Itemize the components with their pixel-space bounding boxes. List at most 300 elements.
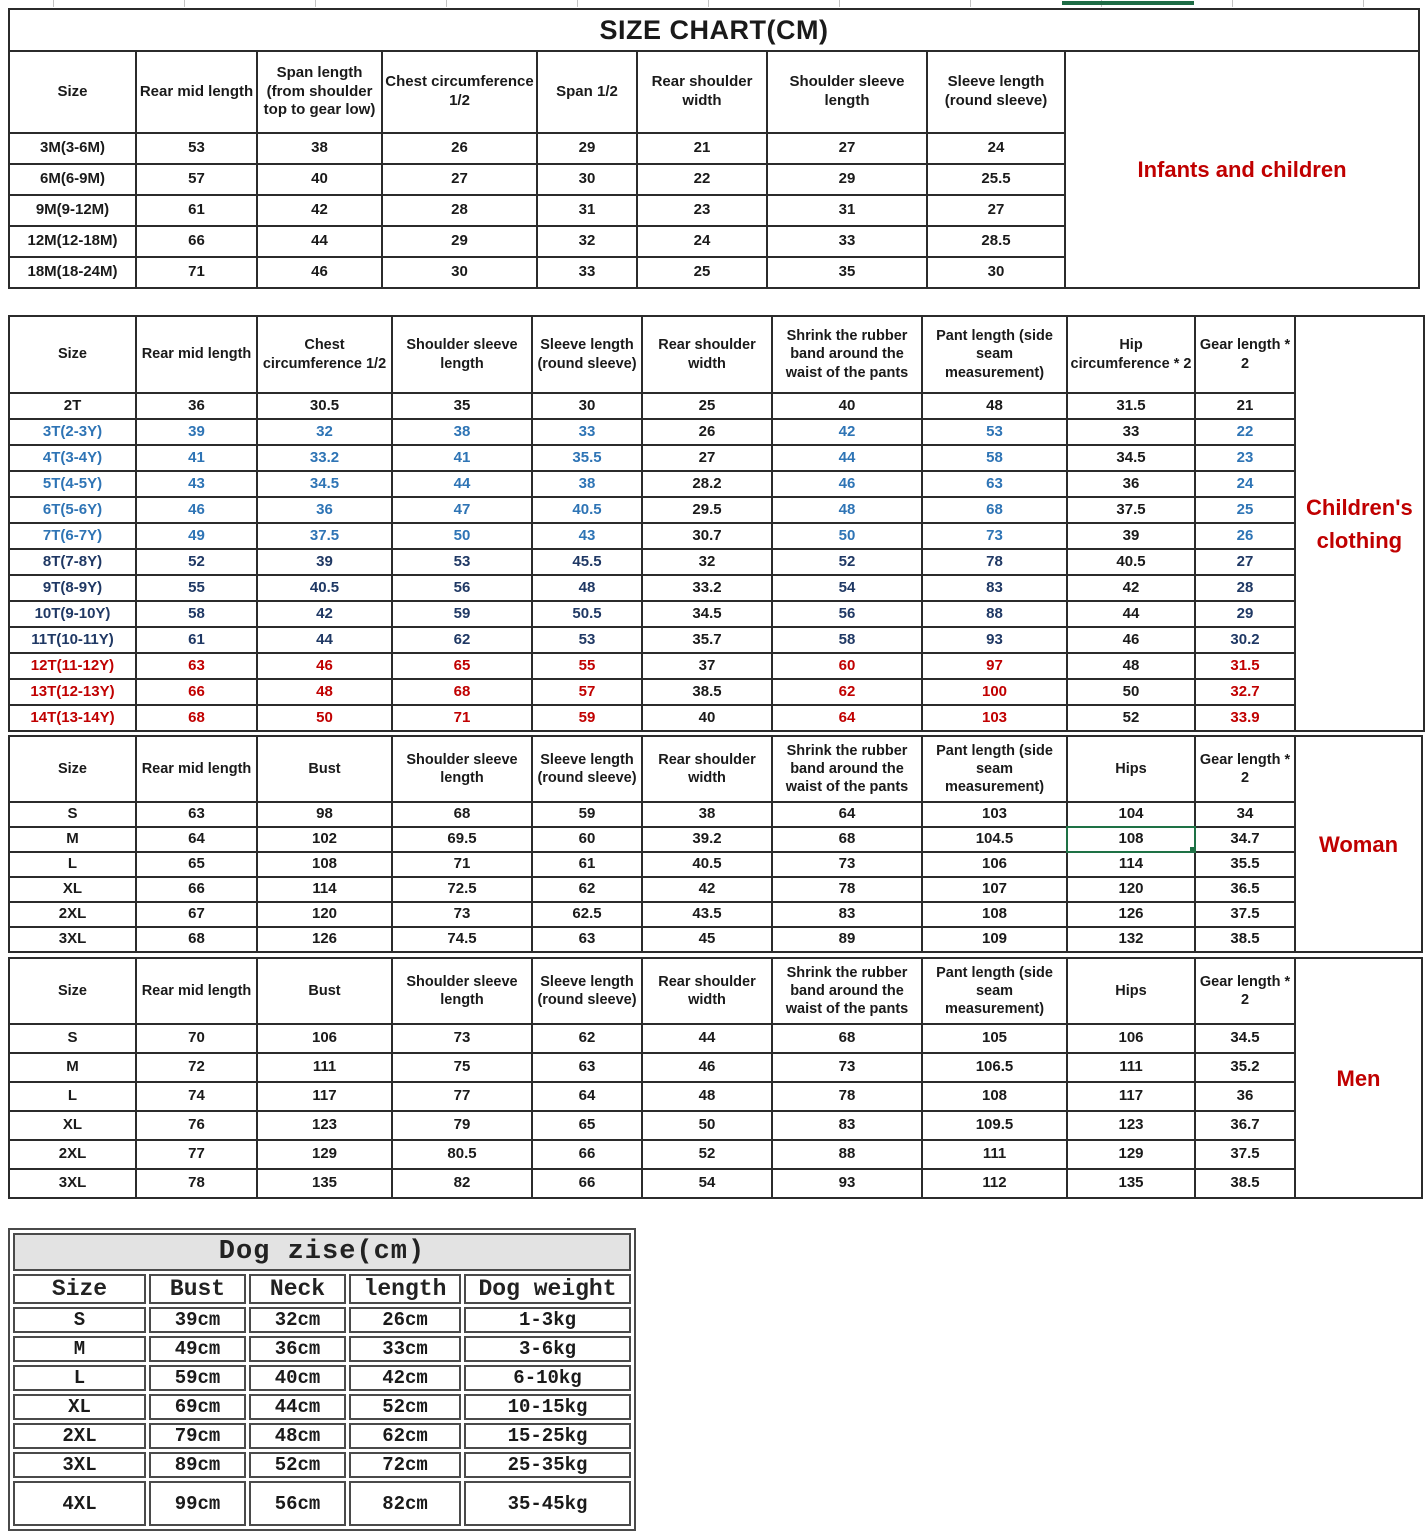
size-label-cell: 2XL xyxy=(9,902,136,927)
value-cell: 44 xyxy=(257,226,382,257)
value-cell: 15-25kg xyxy=(464,1423,631,1449)
value-cell: 33.2 xyxy=(642,575,772,601)
value-cell: 33.9 xyxy=(1195,705,1295,731)
value-cell: 29.5 xyxy=(642,497,772,523)
value-cell: 48 xyxy=(257,679,392,705)
value-cell: 88 xyxy=(772,1140,922,1169)
value-cell: 66 xyxy=(136,877,257,902)
value-cell: 48 xyxy=(642,1082,772,1111)
value-cell: 40 xyxy=(642,705,772,731)
value-cell: 35.5 xyxy=(532,445,642,471)
value-cell: 55 xyxy=(136,575,257,601)
value-cell: 22 xyxy=(637,164,767,195)
value-cell: 62.5 xyxy=(532,902,642,927)
table-row xyxy=(9,1024,1295,1053)
column-header: Span length (from shoulder top to gear low) xyxy=(257,51,382,133)
header-row xyxy=(13,1274,631,1304)
size-label-cell: M xyxy=(9,827,136,852)
value-cell: 3-6kg xyxy=(464,1336,631,1362)
size-label-cell: XL xyxy=(13,1394,146,1420)
value-cell: 77 xyxy=(136,1140,257,1169)
size-label-cell: M xyxy=(9,1053,136,1082)
value-cell: 100 xyxy=(922,679,1067,705)
value-cell: 126 xyxy=(257,927,392,952)
value-cell: 29 xyxy=(767,164,927,195)
value-cell: 49 xyxy=(136,523,257,549)
value-cell: 35 xyxy=(767,257,927,288)
table-row xyxy=(13,1423,631,1449)
value-cell: 59 xyxy=(532,802,642,827)
value-cell: 62 xyxy=(392,627,532,653)
column-header: Bust xyxy=(257,958,392,1024)
value-cell: 109.5 xyxy=(922,1111,1067,1140)
value-cell: 46 xyxy=(257,653,392,679)
column-header: Rear mid length xyxy=(136,958,257,1024)
value-cell: 27 xyxy=(927,195,1065,226)
size-label-cell: 11T(10-11Y) xyxy=(9,627,136,653)
value-cell: 64 xyxy=(772,802,922,827)
value-cell: 117 xyxy=(257,1082,392,1111)
value-cell: 40.5 xyxy=(642,852,772,877)
table-row xyxy=(9,1053,1295,1082)
size-label-cell: 2XL xyxy=(9,1140,136,1169)
table-row xyxy=(13,1394,631,1420)
value-cell: 34.5 xyxy=(642,601,772,627)
value-cell: 58 xyxy=(772,627,922,653)
value-cell: 66 xyxy=(532,1169,642,1198)
size-label-cell: 7T(6-7Y) xyxy=(9,523,136,549)
value-cell: 57 xyxy=(532,679,642,705)
value-cell: 132 xyxy=(1067,927,1195,952)
table-row xyxy=(9,1169,1295,1198)
value-cell: 73 xyxy=(772,1053,922,1082)
column-header: Bust xyxy=(257,736,392,802)
value-cell: 108 xyxy=(922,1082,1067,1111)
value-cell: 25 xyxy=(637,257,767,288)
value-cell: 31.5 xyxy=(1067,393,1195,419)
value-cell: 24 xyxy=(1195,471,1295,497)
value-cell: 30 xyxy=(532,393,642,419)
value-cell: 59cm xyxy=(149,1365,246,1391)
value-cell: 23 xyxy=(1195,445,1295,471)
infants-size-table xyxy=(8,50,1066,289)
size-label-cell: 2T xyxy=(9,393,136,419)
value-cell: 35 xyxy=(392,393,532,419)
table-row xyxy=(9,226,1065,257)
table-row xyxy=(9,827,1295,852)
value-cell: 103 xyxy=(922,802,1067,827)
table-row xyxy=(9,575,1295,601)
children-size-table-section xyxy=(8,315,1423,732)
value-cell: 63 xyxy=(532,927,642,952)
column-header: Shrink the rubber band around the waist of the pants xyxy=(772,316,922,393)
value-cell: 69cm xyxy=(149,1394,246,1420)
column-header: Pant length (side seam measurement) xyxy=(922,958,1067,1024)
column-header: Size xyxy=(9,316,136,393)
value-cell: 61 xyxy=(136,195,257,226)
value-cell: 74 xyxy=(136,1082,257,1111)
value-cell: 53 xyxy=(136,133,257,164)
value-cell: 28.2 xyxy=(642,471,772,497)
value-cell: 27 xyxy=(767,133,927,164)
value-cell: 57 xyxy=(136,164,257,195)
table-row xyxy=(9,877,1295,902)
value-cell: 28.5 xyxy=(927,226,1065,257)
size-label-cell: 3T(2-3Y) xyxy=(9,419,136,445)
table-row xyxy=(9,1140,1295,1169)
value-cell: 38 xyxy=(392,419,532,445)
table-row xyxy=(13,1481,631,1526)
value-cell: 58 xyxy=(136,601,257,627)
size-label-cell: L xyxy=(13,1365,146,1391)
value-cell: 106 xyxy=(257,1024,392,1053)
value-cell: 39cm xyxy=(149,1307,246,1333)
value-cell: 48 xyxy=(1067,653,1195,679)
column-header: Rear mid length xyxy=(136,51,257,133)
value-cell: 38 xyxy=(257,133,382,164)
column-header: Sleeve length (round sleeve) xyxy=(532,316,642,393)
value-cell: 73 xyxy=(922,523,1067,549)
value-cell: 37.5 xyxy=(1195,1140,1295,1169)
value-cell: 108 xyxy=(922,902,1067,927)
value-cell: 49cm xyxy=(149,1336,246,1362)
size-label-cell: 4T(3-4Y) xyxy=(9,445,136,471)
value-cell: 36 xyxy=(1195,1082,1295,1111)
value-cell: 39 xyxy=(1067,523,1195,549)
column-header: Span 1/2 xyxy=(537,51,637,133)
value-cell: 52cm xyxy=(349,1394,461,1420)
table-row xyxy=(9,679,1295,705)
value-cell: 35.2 xyxy=(1195,1053,1295,1082)
value-cell: 40.5 xyxy=(1067,549,1195,575)
selected-cell: 108 xyxy=(1067,827,1195,852)
value-cell: 65 xyxy=(392,653,532,679)
table-row xyxy=(9,471,1295,497)
value-cell: 106 xyxy=(1067,1024,1195,1053)
value-cell: 40.5 xyxy=(532,497,642,523)
value-cell: 25-35kg xyxy=(464,1452,631,1478)
value-cell: 53 xyxy=(922,419,1067,445)
value-cell: 93 xyxy=(772,1169,922,1198)
value-cell: 107 xyxy=(922,877,1067,902)
value-cell: 72 xyxy=(136,1053,257,1082)
size-label-cell: L xyxy=(9,852,136,877)
column-header: Neck xyxy=(249,1274,346,1304)
column-header: Shoulder sleeve length xyxy=(392,958,532,1024)
table-row xyxy=(9,601,1295,627)
value-cell: 54 xyxy=(642,1169,772,1198)
table-row xyxy=(9,653,1295,679)
value-cell: 76 xyxy=(136,1111,257,1140)
column-header: Hips xyxy=(1067,958,1195,1024)
value-cell: 62cm xyxy=(349,1423,461,1449)
value-cell: 25.5 xyxy=(927,164,1065,195)
value-cell: 33 xyxy=(532,419,642,445)
size-label-cell: 4XL xyxy=(13,1481,146,1526)
value-cell: 56cm xyxy=(249,1481,346,1526)
value-cell: 89 xyxy=(772,927,922,952)
value-cell: 50 xyxy=(1067,679,1195,705)
value-cell: 36.7 xyxy=(1195,1111,1295,1140)
value-cell: 25 xyxy=(642,393,772,419)
woman-size-table xyxy=(8,735,1296,953)
value-cell: 64 xyxy=(532,1082,642,1111)
value-cell: 73 xyxy=(392,1024,532,1053)
excel-selection-top-border xyxy=(1062,1,1194,5)
column-header: Bust xyxy=(149,1274,246,1304)
value-cell: 50 xyxy=(642,1111,772,1140)
value-cell: 24 xyxy=(927,133,1065,164)
value-cell: 30 xyxy=(927,257,1065,288)
value-cell: 42 xyxy=(257,601,392,627)
value-cell: 62 xyxy=(532,877,642,902)
value-cell: 60 xyxy=(772,653,922,679)
column-header: Shoulder sleeve length xyxy=(392,316,532,393)
value-cell: 135 xyxy=(257,1169,392,1198)
size-label-cell: 13T(12-13Y) xyxy=(9,679,136,705)
value-cell: 68 xyxy=(772,1024,922,1053)
value-cell: 52 xyxy=(642,1140,772,1169)
column-header: Rear shoulder width xyxy=(642,736,772,802)
value-cell: 25 xyxy=(1195,497,1295,523)
value-cell: 46 xyxy=(772,471,922,497)
value-cell: 40 xyxy=(257,164,382,195)
value-cell: 44 xyxy=(257,627,392,653)
column-header: Rear shoulder width xyxy=(637,51,767,133)
value-cell: 42cm xyxy=(349,1365,461,1391)
value-cell: 30.7 xyxy=(642,523,772,549)
value-cell: 29 xyxy=(537,133,637,164)
value-cell: 33 xyxy=(767,226,927,257)
value-cell: 82 xyxy=(392,1169,532,1198)
table-row xyxy=(9,164,1065,195)
value-cell: 33 xyxy=(1067,419,1195,445)
value-cell: 43 xyxy=(136,471,257,497)
value-cell: 111 xyxy=(1067,1053,1195,1082)
value-cell: 58 xyxy=(922,445,1067,471)
value-cell: 50 xyxy=(257,705,392,731)
value-cell: 44 xyxy=(392,471,532,497)
value-cell: 50 xyxy=(772,523,922,549)
table-row xyxy=(9,445,1295,471)
value-cell: 83 xyxy=(772,902,922,927)
value-cell: 68 xyxy=(392,802,532,827)
table-row xyxy=(9,393,1295,419)
size-label-cell: 12T(11-12Y) xyxy=(9,653,136,679)
value-cell: 26cm xyxy=(349,1307,461,1333)
column-header: Dog weight xyxy=(464,1274,631,1304)
size-label-cell: 3XL xyxy=(13,1452,146,1478)
value-cell: 29 xyxy=(1195,601,1295,627)
size-label-cell: L xyxy=(9,1082,136,1111)
value-cell: 93 xyxy=(922,627,1067,653)
value-cell: 34.5 xyxy=(257,471,392,497)
value-cell: 36 xyxy=(1067,471,1195,497)
value-cell: 98 xyxy=(257,802,392,827)
value-cell: 38 xyxy=(642,802,772,827)
value-cell: 61 xyxy=(136,627,257,653)
value-cell: 44cm xyxy=(249,1394,346,1420)
value-cell: 126 xyxy=(1067,902,1195,927)
value-cell: 97 xyxy=(922,653,1067,679)
value-cell: 80.5 xyxy=(392,1140,532,1169)
size-label-cell: 6M(6-9M) xyxy=(9,164,136,195)
value-cell: 114 xyxy=(1067,852,1195,877)
value-cell: 69.5 xyxy=(392,827,532,852)
value-cell: 38.5 xyxy=(642,679,772,705)
size-label-cell: S xyxy=(13,1307,146,1333)
infants-size-table-section xyxy=(8,8,1420,289)
value-cell: 34.5 xyxy=(1195,1024,1295,1053)
value-cell: 26 xyxy=(1195,523,1295,549)
value-cell: 66 xyxy=(532,1140,642,1169)
value-cell: 73 xyxy=(392,902,532,927)
side-label-infants: Infants and children xyxy=(1064,50,1420,289)
table-row xyxy=(13,1307,631,1333)
column-header: length xyxy=(349,1274,461,1304)
value-cell: 36 xyxy=(257,497,392,523)
size-label-cell: 3XL xyxy=(9,927,136,952)
column-header: Shrink the rubber band around the waist of the pants xyxy=(772,958,922,1024)
value-cell: 62 xyxy=(772,679,922,705)
value-cell: 37 xyxy=(642,653,772,679)
size-label-cell: S xyxy=(9,1024,136,1053)
table-row xyxy=(9,133,1065,164)
table-row xyxy=(9,195,1065,226)
size-label-cell: 14T(13-14Y) xyxy=(9,705,136,731)
dog-size-table-section xyxy=(8,1228,636,1531)
column-header: Shoulder sleeve length xyxy=(767,51,927,133)
value-cell: 41 xyxy=(392,445,532,471)
value-cell: 27 xyxy=(1195,549,1295,575)
value-cell: 71 xyxy=(136,257,257,288)
value-cell: 30 xyxy=(537,164,637,195)
children-size-table xyxy=(8,315,1296,732)
value-cell: 36 xyxy=(136,393,257,419)
column-header: Size xyxy=(9,51,136,133)
value-cell: 34.7 xyxy=(1195,827,1295,852)
size-label-cell: 9T(8-9Y) xyxy=(9,575,136,601)
value-cell: 31.5 xyxy=(1195,653,1295,679)
table-row xyxy=(13,1452,631,1478)
value-cell: 106.5 xyxy=(922,1053,1067,1082)
value-cell: 102 xyxy=(257,827,392,852)
value-cell: 64 xyxy=(136,827,257,852)
value-cell: 47 xyxy=(392,497,532,523)
value-cell: 48 xyxy=(532,575,642,601)
table-row xyxy=(9,802,1295,827)
column-header: Hip circumference * 2 xyxy=(1067,316,1195,393)
value-cell: 78 xyxy=(922,549,1067,575)
value-cell: 48cm xyxy=(249,1423,346,1449)
value-cell: 68 xyxy=(136,927,257,952)
dog-size-table xyxy=(8,1228,636,1531)
value-cell: 1-3kg xyxy=(464,1307,631,1333)
size-label-cell: 6T(5-6Y) xyxy=(9,497,136,523)
value-cell: 22 xyxy=(1195,419,1295,445)
value-cell: 54 xyxy=(772,575,922,601)
value-cell: 38 xyxy=(532,471,642,497)
column-header: Size xyxy=(9,958,136,1024)
value-cell: 39 xyxy=(257,549,392,575)
value-cell: 37.5 xyxy=(1067,497,1195,523)
column-header: Gear length * 2 xyxy=(1195,736,1295,802)
column-header: Hips xyxy=(1067,736,1195,802)
value-cell: 55 xyxy=(532,653,642,679)
value-cell: 56 xyxy=(772,601,922,627)
value-cell: 50 xyxy=(392,523,532,549)
size-label-cell: 3M(3-6M) xyxy=(9,133,136,164)
value-cell: 106 xyxy=(922,852,1067,877)
value-cell: 65 xyxy=(136,852,257,877)
value-cell: 112 xyxy=(922,1169,1067,1198)
side-label-men: Men xyxy=(1294,957,1423,1199)
value-cell: 10-15kg xyxy=(464,1394,631,1420)
value-cell: 33.2 xyxy=(257,445,392,471)
value-cell: 99cm xyxy=(149,1481,246,1526)
value-cell: 46 xyxy=(136,497,257,523)
value-cell: 34.5 xyxy=(1067,445,1195,471)
value-cell: 31 xyxy=(537,195,637,226)
size-label-cell: 9M(9-12M) xyxy=(9,195,136,226)
value-cell: 74.5 xyxy=(392,927,532,952)
value-cell: 109 xyxy=(922,927,1067,952)
value-cell: 33cm xyxy=(349,1336,461,1362)
men-size-table xyxy=(8,957,1296,1199)
value-cell: 66 xyxy=(136,226,257,257)
dog-title-row xyxy=(13,1233,631,1271)
men-size-table-section xyxy=(8,957,1423,1199)
value-cell: 71 xyxy=(392,705,532,731)
value-cell: 28 xyxy=(1195,575,1295,601)
value-cell: 52 xyxy=(136,549,257,575)
value-cell: 23 xyxy=(637,195,767,226)
value-cell: 72cm xyxy=(349,1452,461,1478)
side-label-children: Children's clothing xyxy=(1294,315,1425,732)
value-cell: 37.5 xyxy=(1195,902,1295,927)
value-cell: 6-10kg xyxy=(464,1365,631,1391)
value-cell: 68 xyxy=(136,705,257,731)
value-cell: 38.5 xyxy=(1195,927,1295,952)
value-cell: 111 xyxy=(257,1053,392,1082)
value-cell: 30.2 xyxy=(1195,627,1295,653)
column-header: Size xyxy=(9,736,136,802)
value-cell: 63 xyxy=(136,653,257,679)
table-row xyxy=(9,1082,1295,1111)
side-label-woman: Woman xyxy=(1294,735,1423,953)
value-cell: 32.7 xyxy=(1195,679,1295,705)
value-cell: 53 xyxy=(532,627,642,653)
dog-table-title: Dog zise(cm) xyxy=(13,1233,631,1271)
value-cell: 73 xyxy=(772,852,922,877)
value-cell: 105 xyxy=(922,1024,1067,1053)
value-cell: 24 xyxy=(637,226,767,257)
value-cell: 67 xyxy=(136,902,257,927)
value-cell: 35.7 xyxy=(642,627,772,653)
value-cell: 42 xyxy=(257,195,382,226)
value-cell: 46 xyxy=(257,257,382,288)
size-label-cell: M xyxy=(13,1336,146,1362)
value-cell: 50.5 xyxy=(532,601,642,627)
column-header: Sleeve length (round sleeve) xyxy=(532,736,642,802)
table-row xyxy=(9,523,1295,549)
value-cell: 44 xyxy=(772,445,922,471)
table-row xyxy=(13,1336,631,1362)
value-cell: 82cm xyxy=(349,1481,461,1526)
value-cell: 35.5 xyxy=(1195,852,1295,877)
value-cell: 44 xyxy=(1067,601,1195,627)
value-cell: 32 xyxy=(537,226,637,257)
